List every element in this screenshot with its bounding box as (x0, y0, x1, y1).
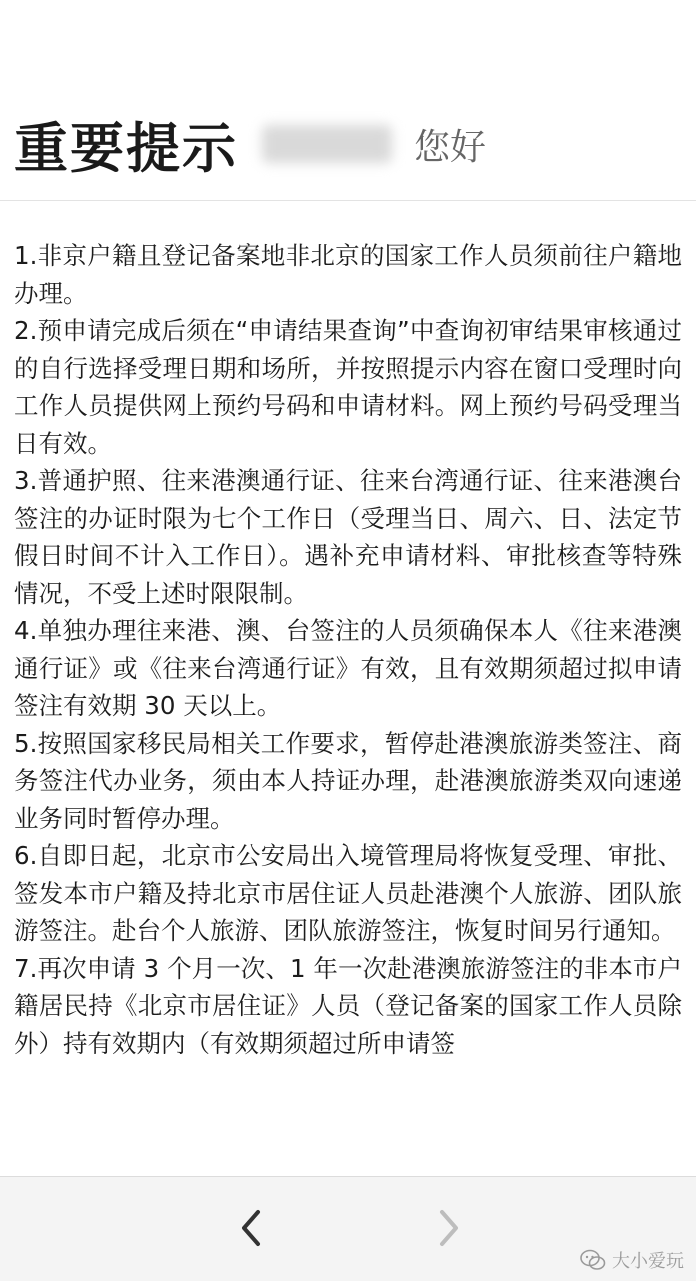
notice-item-6: 6.自即日起，北京市公安局出入境管理局将恢复受理、审批、签发本市户籍及持北京市居住证人员赴港澳个人旅游、团队旅游签注。赴台个人旅游、团队旅游签注，恢复时间另行通知。 (14, 841, 682, 945)
forward-button[interactable] (424, 1203, 474, 1253)
page-header (0, 88, 696, 200)
notice-item-4: 4.单独办理往来港、澳、台签注的人员须确保本人《往来港澳通行证》或《往来台湾通行证》有效，且有效期须超过拟申请签注有效期 30 天以上。 (14, 616, 682, 720)
greeting-text: 您好 (414, 126, 487, 168)
notice-content (0, 201, 696, 1177)
watermark (580, 1247, 684, 1273)
browser-bottom-bar (0, 1176, 696, 1281)
notice-item-7: 7.再次申请 3 个月一次、1 年一次赴港澳旅游签注的非本市户籍居民持《北京市居住证》人员（登记备案的国家工作人员除外）持有效期内（有效期须超过所申请签 (14, 953, 682, 1058)
top-spacer (0, 0, 696, 88)
chevron-left-icon (238, 1208, 264, 1248)
chevron-right-icon (436, 1208, 462, 1248)
page-title: 重要提示 (14, 116, 238, 180)
notice-item-1: 1.非京户籍且登记备案地非北京的国家工作人员须前往户籍地办理。 (14, 241, 682, 308)
watermark-text: 大小爱玩 (612, 1251, 684, 1272)
wechat-logo-icon (580, 1249, 606, 1271)
back-button[interactable] (226, 1203, 276, 1253)
redacted-name (262, 125, 392, 163)
notice-item-3: 3.普通护照、往来港澳通行证、往来台湾通行证、往来港澳台签注的办证时限为七个工作日（受理当日、周六、日、法定节假日时间不计入工作日）。遇补充申请材料、审批核查等特殊情况，不受上述时限限制。 (14, 466, 682, 608)
notice-item-2: 2.预申请完成后须在“申请结果查询”中查询初审结果审核通过的自行选择受理日期和场所，并按照提示内容在窗口受理时向工作人员提供网上预约号码和申请材料。网上预约号码受理当日有效。 (14, 316, 682, 458)
notice-item-5: 5.按照国家移民局相关工作要求，暂停赴港澳旅游类签注、商务签注代办业务，须由本人持证办理，赴港澳旅游类双向速递业务同时暂停办理。 (14, 728, 682, 833)
